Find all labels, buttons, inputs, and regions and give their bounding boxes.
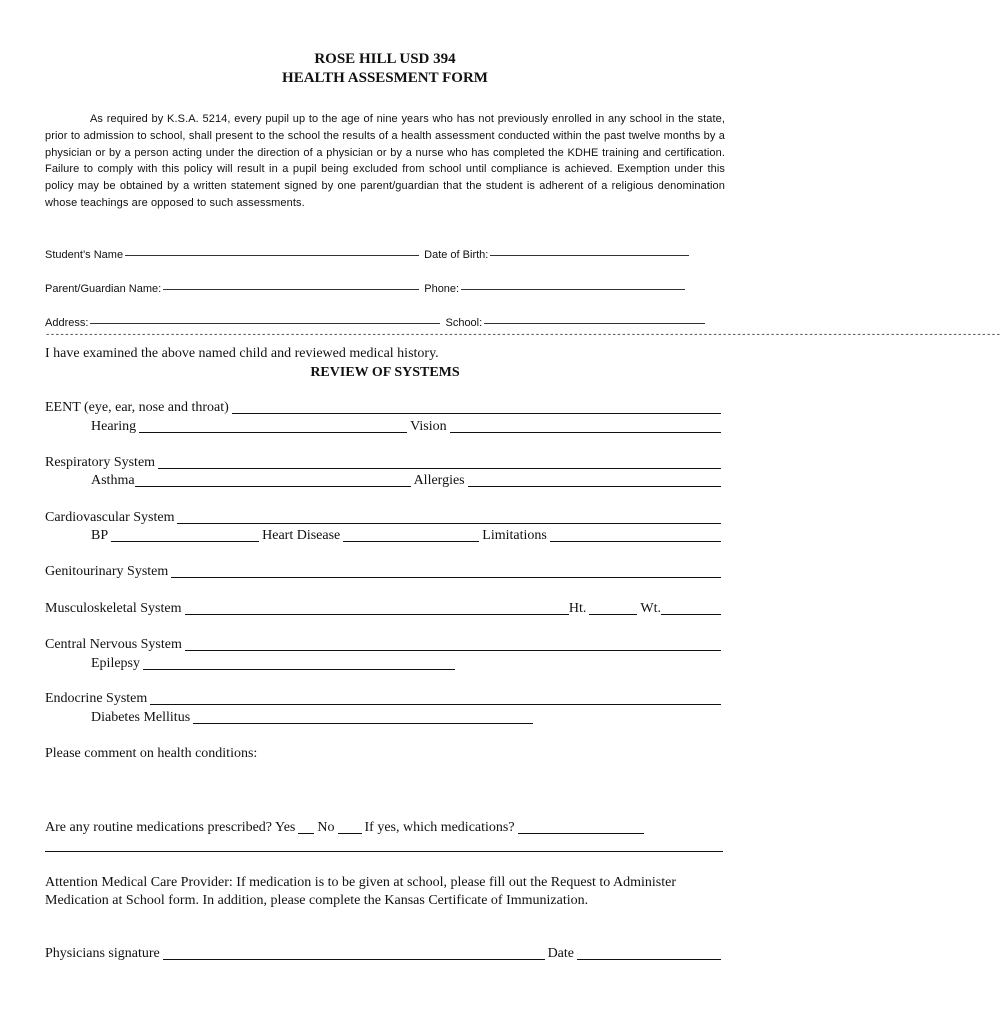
intro-text: As required by K.S.A. 5214, every pupil up to the age of nine years who has not previously enrolled in any school in the state, prior to admission to school, shall present to the school the results of a health assessment conducted within the past twelve months by a physician or by a person acting under the direction of a physician or by a nurse who has completed the KDHE training and certification. Failure to comply with this policy will result in a pupil being excluded from school until compliance is achieved. Exemption under this policy may be obtained by a written statement signed by one parent/guardian that the student is adherent of a religious denomination whose teachings are opposed to such assessments. bbox=[45, 113, 725, 209]
asthma-allergies-row bbox=[91, 473, 724, 489]
asthma-field[interactable] bbox=[135, 474, 411, 487]
medications-continuation-line[interactable] bbox=[45, 851, 723, 852]
musculoskeletal-label: Musculoskeletal System bbox=[45, 601, 182, 616]
cardiovascular-label: Cardiovascular System bbox=[45, 510, 175, 525]
eent-row bbox=[45, 400, 724, 416]
hearing-vision-row bbox=[91, 419, 724, 435]
heart-disease-label: Heart Disease bbox=[262, 528, 341, 543]
signature-date-field[interactable] bbox=[577, 947, 721, 960]
physician-signature-label: Physicians signature bbox=[45, 946, 160, 961]
signature-date-label: Date bbox=[547, 946, 574, 961]
review-of-systems-heading: REVIEW OF SYSTEMS bbox=[310, 365, 460, 380]
vision-field[interactable] bbox=[450, 420, 721, 433]
form-title-district: ROSE HILL USD 394 bbox=[314, 51, 456, 67]
respiratory-label: Respiratory System bbox=[45, 455, 156, 470]
cns-row bbox=[45, 637, 724, 653]
student-name-field[interactable] bbox=[125, 245, 419, 256]
epilepsy-row bbox=[91, 656, 458, 672]
genitourinary-field[interactable] bbox=[171, 565, 721, 578]
endocrine-label: Endocrine System bbox=[45, 691, 148, 706]
eent-label: EENT (eye, ear, nose and throat) bbox=[45, 400, 229, 415]
medications-question: Are any routine medications prescribed? Yes bbox=[45, 820, 296, 835]
weight-label: Wt. bbox=[640, 601, 661, 616]
diabetes-row bbox=[91, 710, 536, 726]
physician-signature-field[interactable] bbox=[163, 947, 545, 960]
parent-name-label: Parent/Guardian Name: bbox=[45, 283, 162, 295]
limitations-label: Limitations bbox=[482, 528, 547, 543]
eent-field[interactable] bbox=[232, 401, 721, 414]
address-label: Address: bbox=[45, 317, 89, 329]
respiratory-row bbox=[45, 455, 724, 471]
cns-label: Central Nervous System bbox=[45, 637, 182, 652]
student-name-row bbox=[45, 245, 691, 261]
cardiovascular-row bbox=[45, 510, 724, 526]
medications-yes-field[interactable] bbox=[298, 821, 314, 834]
epilepsy-label: Epilepsy bbox=[91, 656, 140, 671]
endocrine-field[interactable] bbox=[150, 692, 721, 705]
bp-field[interactable] bbox=[111, 529, 259, 542]
endocrine-row bbox=[45, 691, 724, 707]
height-field[interactable] bbox=[589, 602, 637, 615]
medications-no-label: No bbox=[317, 820, 335, 835]
date-of-birth-field[interactable] bbox=[490, 245, 689, 256]
phone-field[interactable] bbox=[461, 279, 685, 290]
phone-label: Phone: bbox=[424, 283, 460, 295]
section-divider: ------------------------------------------------------------------------------------------------------------------------------------------------------------------------------------------------------- bbox=[45, 330, 1000, 340]
form-title: HEALTH ASSESMENT FORM bbox=[282, 70, 488, 86]
musculoskeletal-row bbox=[45, 601, 724, 617]
school-field[interactable] bbox=[484, 313, 705, 324]
attention-paragraph: Attention Medical Care Provider: If medication is to be given at school, please fill out the Request to Administer Medication at School form. In addition, please complete the Kansas Certificate of Immunization. bbox=[45, 875, 677, 908]
cns-field[interactable] bbox=[185, 638, 721, 651]
respiratory-field[interactable] bbox=[158, 456, 721, 469]
student-name-label: Student’s Name bbox=[45, 249, 124, 261]
allergies-field[interactable] bbox=[468, 474, 721, 487]
address-field[interactable] bbox=[90, 313, 440, 324]
school-label: School: bbox=[445, 317, 483, 329]
signature-row bbox=[45, 946, 724, 962]
bp-label: BP bbox=[91, 528, 109, 543]
intro-paragraph bbox=[45, 111, 725, 212]
diabetes-field[interactable] bbox=[193, 711, 533, 724]
diabetes-label: Diabetes Mellitus bbox=[91, 710, 191, 725]
vision-label: Vision bbox=[410, 419, 447, 434]
bp-row bbox=[91, 528, 724, 544]
epilepsy-field[interactable] bbox=[143, 657, 455, 670]
allergies-label: Allergies bbox=[413, 473, 465, 488]
asthma-label: Asthma bbox=[91, 473, 135, 488]
exam-statement: I have examined the above named child and reviewed medical history. bbox=[45, 346, 439, 361]
medications-row bbox=[45, 820, 647, 836]
health-conditions-field[interactable] bbox=[45, 766, 723, 812]
parent-name-field[interactable] bbox=[163, 279, 419, 290]
musculoskeletal-field[interactable] bbox=[185, 602, 569, 615]
weight-field[interactable] bbox=[661, 602, 721, 615]
health-conditions-label: Please comment on health conditions: bbox=[45, 746, 258, 761]
medications-which-field[interactable] bbox=[518, 821, 644, 834]
hearing-field[interactable] bbox=[139, 420, 407, 433]
genitourinary-label: Genitourinary System bbox=[45, 564, 169, 579]
limitations-field[interactable] bbox=[550, 529, 721, 542]
medications-which-label: If yes, which medications? bbox=[364, 820, 515, 835]
heart-disease-field[interactable] bbox=[343, 529, 479, 542]
hearing-label: Hearing bbox=[91, 419, 137, 434]
address-row bbox=[45, 313, 707, 329]
genitourinary-row bbox=[45, 564, 724, 580]
medications-no-field[interactable] bbox=[338, 821, 362, 834]
date-of-birth-label: Date of Birth: bbox=[424, 249, 489, 261]
cardiovascular-field[interactable] bbox=[177, 511, 721, 524]
height-label: Ht. bbox=[568, 601, 587, 616]
parent-row bbox=[45, 279, 687, 295]
